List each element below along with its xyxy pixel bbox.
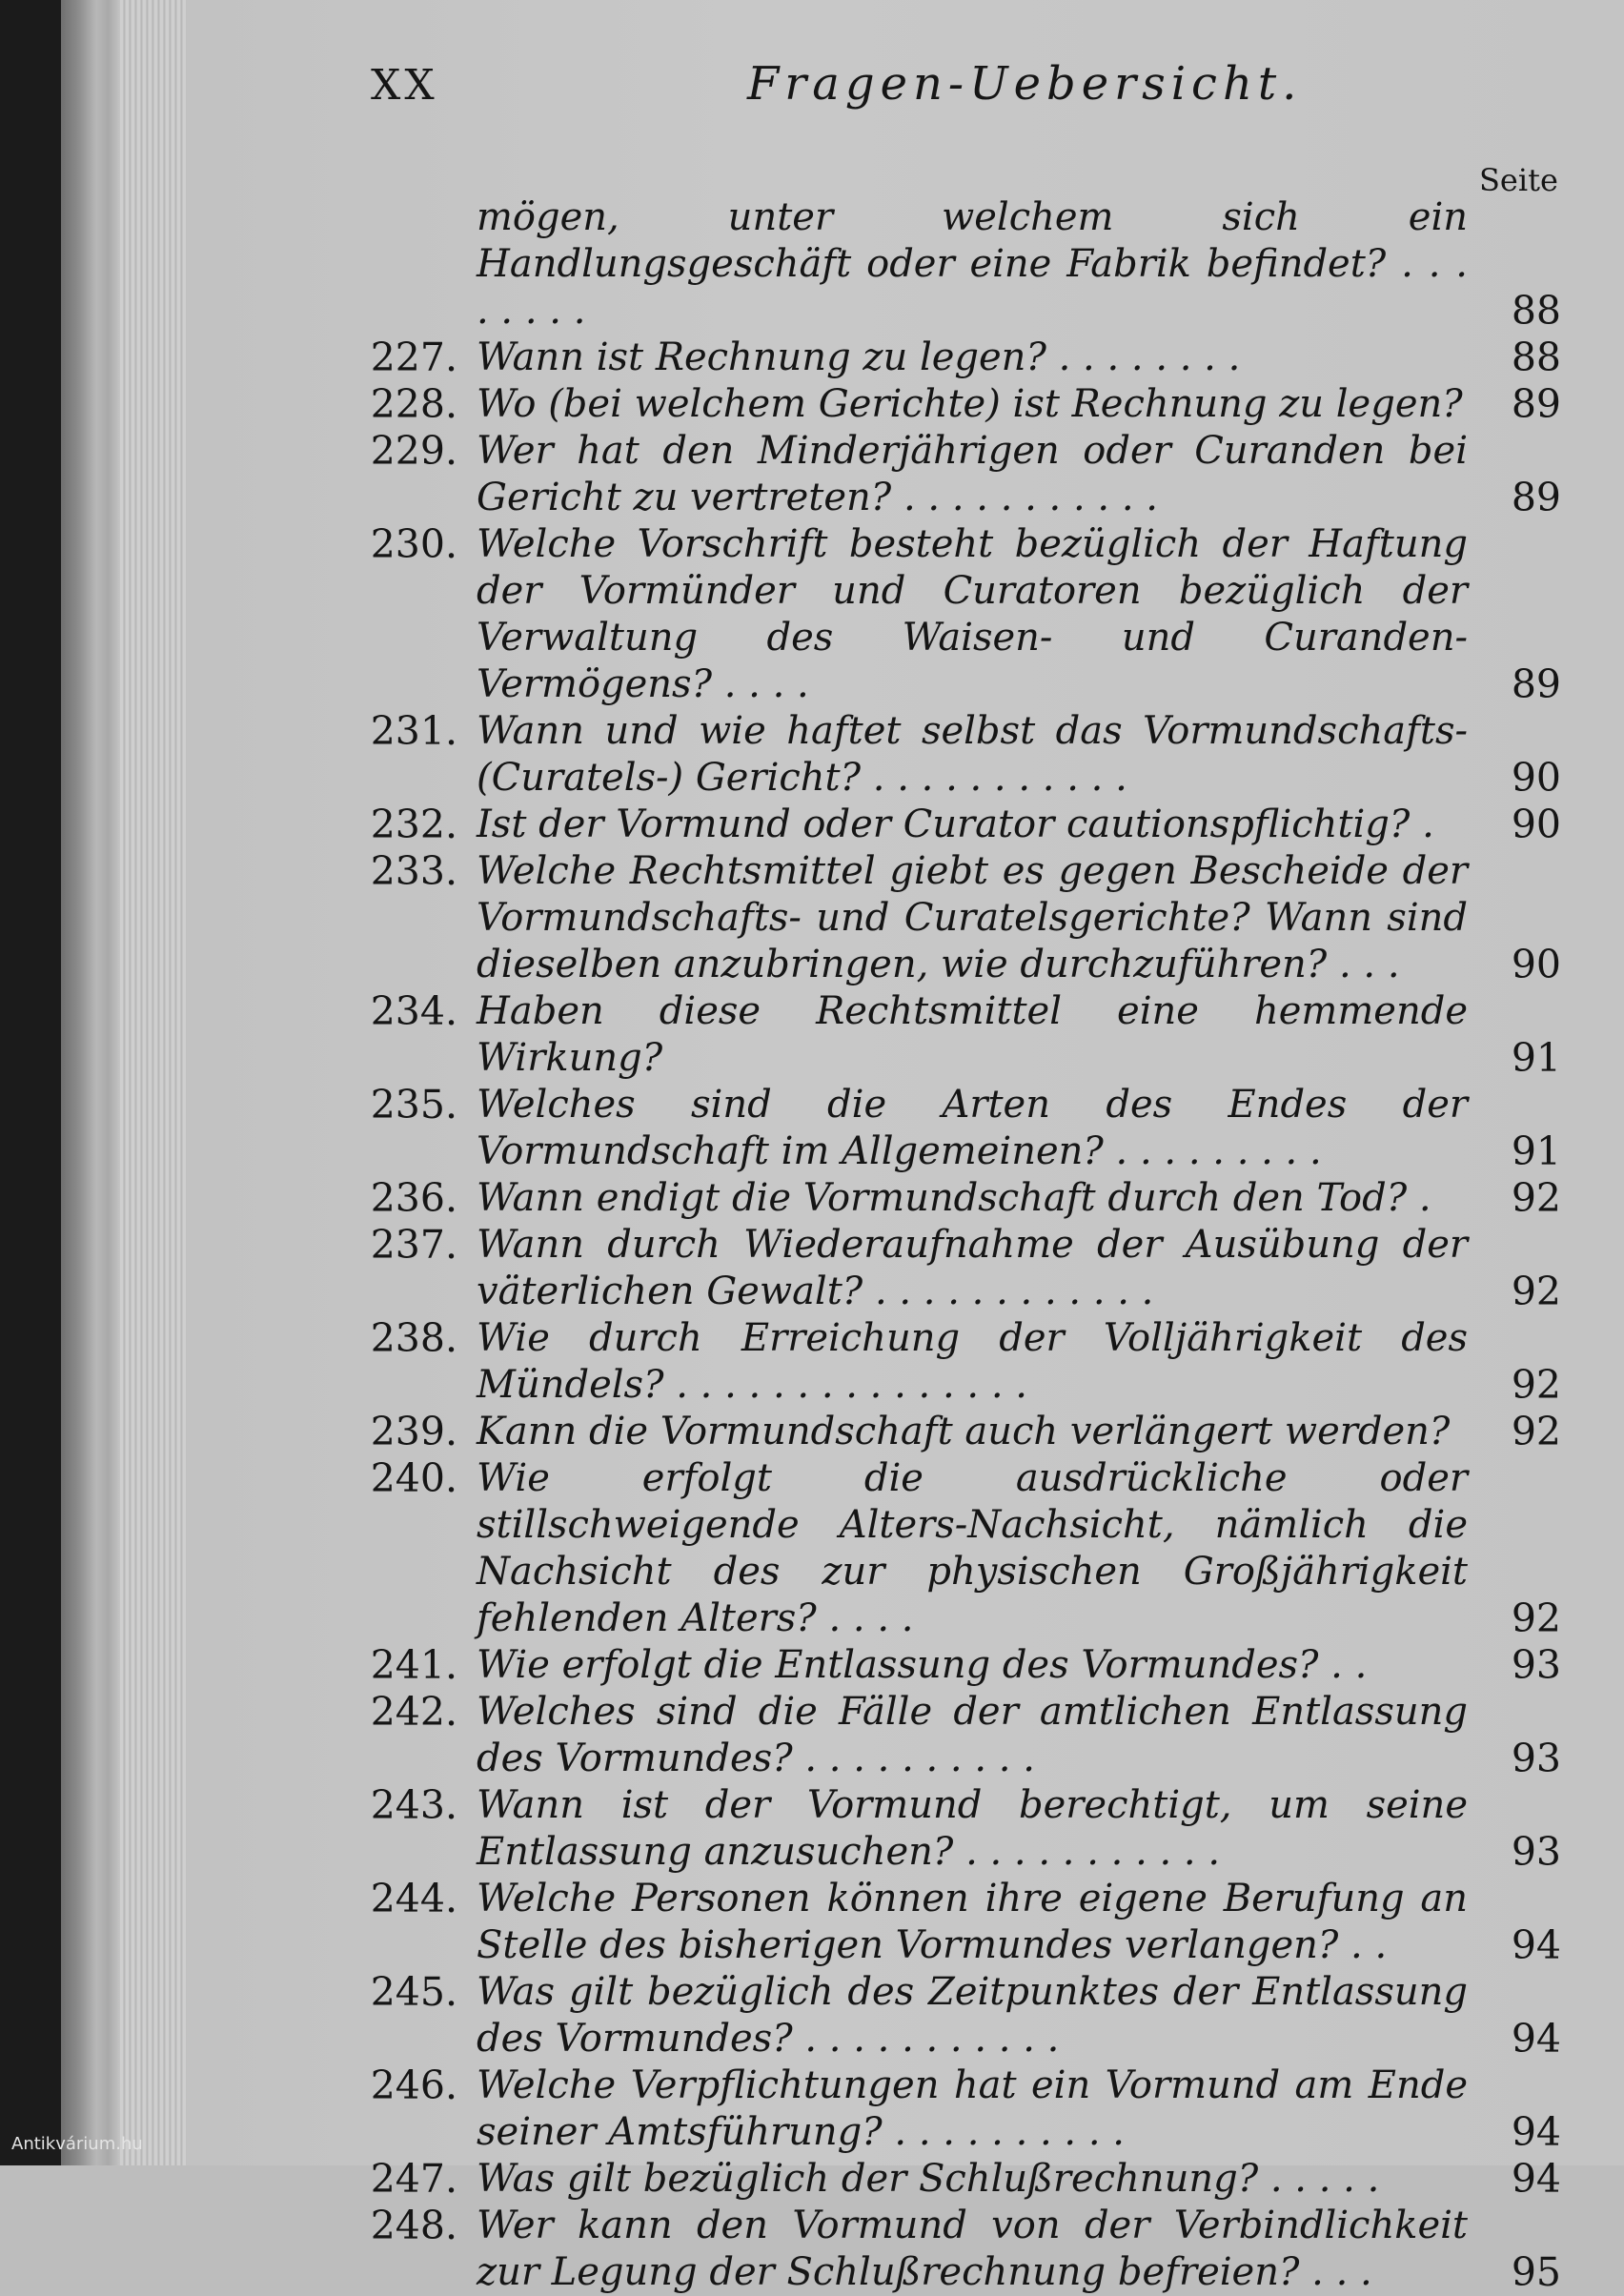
entry-number: 236. <box>370 1175 457 1221</box>
entry-question: Wann ist der Vormund berechtigt, um seine Entlassung anzusuchen? . . . . . . . . . . . <box>477 1783 1468 1874</box>
running-title: Fragen-Uebersicht. <box>747 57 1303 111</box>
toc-entry <box>0 381 1624 428</box>
entry-page: 89 <box>1511 381 1561 427</box>
page-number: XX <box>371 61 438 110</box>
entry-question: Haben diese Rechtsmittel eine hemmende Wirkung? <box>477 989 1468 1080</box>
toc-entry <box>0 1689 1624 1782</box>
entry-page: 91 <box>1511 1128 1561 1174</box>
toc-entry <box>0 521 1624 708</box>
entry-page: 94 <box>1511 2109 1561 2155</box>
entry-page: 90 <box>1511 755 1561 801</box>
entry-page: 93 <box>1511 1736 1561 1781</box>
entry-question: Wann ist Rechnung zu legen? . . . . . . . . <box>477 335 1241 379</box>
toc-entry <box>0 708 1624 802</box>
toc-entry <box>0 428 1624 521</box>
entry-page: 94 <box>1511 1922 1561 1968</box>
watermark: Antikvárium.hu <box>11 2134 143 2154</box>
entry-page: 92 <box>1511 1269 1561 1314</box>
entry-number: 243. <box>370 1782 457 1828</box>
entry-question: Wie durch Erreichung der Volljährigkeit des Mündels? . . . . . . . . . . . . . . . <box>477 1316 1468 1407</box>
toc-entry <box>0 194 1624 335</box>
entry-number: 229. <box>370 428 457 474</box>
entry-page: 90 <box>1511 942 1561 987</box>
entry-question: Ist der Vormund oder Curator cautionspflichtig? . <box>477 803 1434 846</box>
entry-number: 241. <box>370 1642 457 1688</box>
entry-number: 240. <box>370 1455 457 1501</box>
toc-entry <box>0 1642 1624 1689</box>
entry-number: 237. <box>370 1222 457 1268</box>
toc-entry <box>0 335 1624 381</box>
entry-page: 92 <box>1511 1362 1561 1408</box>
entry-number: 239. <box>370 1409 457 1454</box>
entry-question: Wann und wie haftet selbst das Vormundschafts- (Curatels-) Gericht? . . . . . . . . . . . <box>477 709 1468 800</box>
entry-question: Welche Personen können ihre eigene Berufung an Stelle des bisherigen Vormundes verlangen? . . <box>477 1877 1468 1967</box>
entry-number: 242. <box>370 1689 457 1735</box>
entry-number: 227. <box>370 335 457 380</box>
entry-number: 247. <box>370 2156 457 2202</box>
entry-number: 228. <box>370 381 457 427</box>
toc-entry <box>0 1082 1624 1175</box>
entry-number: 233. <box>370 848 457 894</box>
entry-page: 94 <box>1511 2156 1561 2202</box>
entry-question: Welche Rechtsmittel giebt es gegen Bescheide der Vormundschafts- und Curatelsgerichte? Wann sind dieselben anzubringen, wie durchzuführen? . . . <box>477 849 1468 986</box>
toc-entry <box>0 1315 1624 1409</box>
entry-page: 89 <box>1511 475 1561 520</box>
entry-page: 90 <box>1511 802 1561 847</box>
entry-page: 95 <box>1511 2249 1561 2295</box>
toc-entry <box>0 1222 1624 1315</box>
entry-question: Kann die Vormundschaft auch verlängert werden? <box>477 1410 1451 1453</box>
entry-question: Welche Vorschrift besteht bezüglich der Haftung der Vormünder und Curatoren bezüglich der Verwaltung des Waisen- und Curanden-Vermögens? . . . . <box>477 522 1468 706</box>
entry-page: 93 <box>1511 1642 1561 1688</box>
toc-list <box>0 194 1624 2296</box>
seite-label: Seite <box>1479 162 1558 198</box>
entry-number: 232. <box>370 802 457 847</box>
entry-page: 88 <box>1511 288 1561 334</box>
entry-number: 246. <box>370 2062 457 2108</box>
entry-question: Welches sind die Arten des Endes der Vormundschaft im Allgemeinen? . . . . . . . . . <box>477 1083 1468 1173</box>
entry-page: 89 <box>1511 661 1561 707</box>
entry-page: 94 <box>1511 2016 1561 2062</box>
entry-number: 234. <box>370 988 457 1034</box>
entry-page: 93 <box>1511 1829 1561 1875</box>
toc-entry <box>0 1876 1624 1969</box>
entry-number: 248. <box>370 2203 457 2248</box>
toc-entry <box>0 2062 1624 2156</box>
entry-page: 92 <box>1511 1409 1561 1454</box>
entry-number: 230. <box>370 521 457 567</box>
entry-question: Wann durch Wiederaufnahme der Ausübung der väterlichen Gewalt? . . . . . . . . . . . . <box>477 1223 1468 1313</box>
toc-entry <box>0 1175 1624 1222</box>
entry-page: 92 <box>1511 1175 1561 1221</box>
entry-question: Wann endigt die Vormundschaft durch den Tod? . <box>477 1176 1431 1220</box>
toc-entry <box>0 1782 1624 1876</box>
entry-question: Was gilt bezüglich des Zeitpunktes der Entlassung des Vormundes? . . . . . . . . . . . <box>477 1970 1468 2061</box>
entry-question: Welches sind die Fälle der amtlichen Entlassung des Vormundes? . . . . . . . . . . <box>477 1690 1468 1780</box>
toc-entry <box>0 1969 1624 2062</box>
entry-page: 92 <box>1511 1595 1561 1641</box>
entry-question: mögen, unter welchem sich ein Handlungsgeschäft oder eine Fabrik befindet? . . . . . . . . <box>477 195 1468 333</box>
entry-number: 238. <box>370 1315 457 1361</box>
entry-number: 244. <box>370 1876 457 1921</box>
toc-entry <box>0 2156 1624 2203</box>
toc-entry <box>0 1409 1624 1455</box>
toc-entry <box>0 988 1624 1082</box>
entry-number: 235. <box>370 1082 457 1128</box>
toc-entry <box>0 2203 1624 2296</box>
entry-number: 245. <box>370 1969 457 2015</box>
entry-question: Wer kann den Vormund von der Verbindlichkeit zur Legung der Schlußrechnung befreien? . . . <box>477 2204 1468 2294</box>
entry-number: 231. <box>370 708 457 754</box>
toc-entry <box>0 802 1624 848</box>
entry-question: Wie erfolgt die Entlassung des Vormundes? . . <box>477 1643 1368 1687</box>
entry-page: 88 <box>1511 335 1561 380</box>
entry-question: Wie erfolgt die ausdrückliche oder stillschweigende Alters-Nachsicht, nämlich die Nachsicht des zur physischen Großjährigkeit fehlenden Alters? . . . . <box>477 1456 1468 1640</box>
entry-question: Wo (bei welchem Gerichte) ist Rechnung zu legen? <box>477 382 1463 426</box>
toc-entry <box>0 848 1624 988</box>
entry-question: Was gilt bezüglich der Schlußrechnung? . . . . . <box>477 2157 1380 2201</box>
toc-entry <box>0 1455 1624 1642</box>
entry-page: 91 <box>1511 1035 1561 1081</box>
entry-question: Welche Verpflichtungen hat ein Vormund am Ende seiner Amtsführung? . . . . . . . . . . <box>477 2063 1468 2154</box>
entry-question: Wer hat den Minderjährigen oder Curanden bei Gericht zu vertreten? . . . . . . . . . . . <box>477 429 1468 519</box>
